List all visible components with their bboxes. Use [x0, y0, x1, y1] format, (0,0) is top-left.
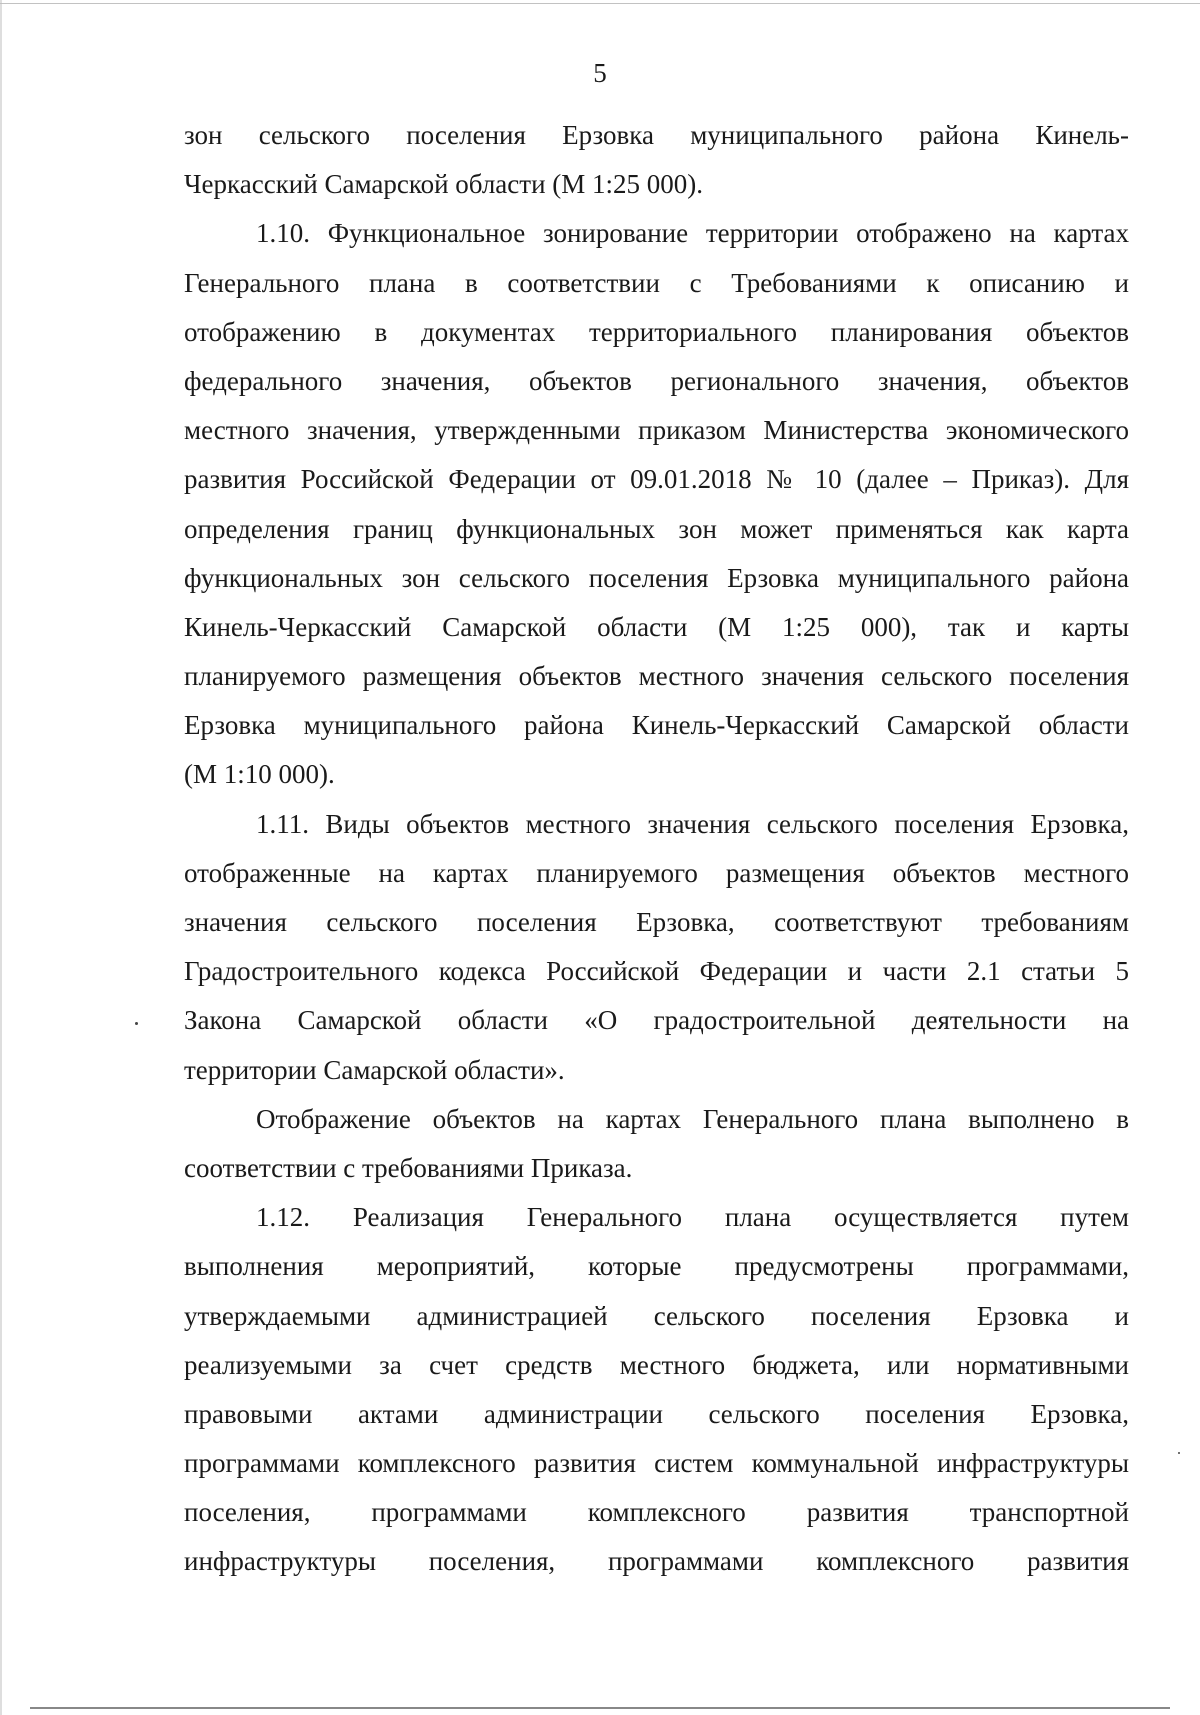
text-line: зон сельского поселения Ерзовка муниципального района Кинель-	[184, 120, 1129, 150]
text-line: выполнения мероприятий, которые предусмотрены программами,	[184, 1251, 1129, 1282]
text-line: значения сельского поселения Ерзовка, соответствуют требованиям	[184, 907, 1129, 937]
text-line: определения границ функциональных зон может применяться как карта	[184, 513, 1129, 544]
scan-edge-top	[0, 3, 1200, 4]
text-line: соответствии с требованиями Приказа.	[184, 1152, 633, 1183]
text-line: утверждаемыми администрацией сельского поселения Ерзовка и	[184, 1300, 1129, 1331]
text-line: функциональных зон сельского поселения Ерзовка муниципального района	[184, 562, 1129, 593]
body-text	[184, 111, 1129, 1587]
text-line: программами комплексного развития систем коммунальной инфраструктуры	[184, 1448, 1129, 1479]
scan-edge-left	[0, 0, 2, 1715]
text-line: правовыми актами администрации сельского поселения Ерзовка,	[184, 1398, 1129, 1429]
page-number: 5	[593, 58, 607, 88]
text-line: федерального значения, объектов регионального значения, объектов	[184, 365, 1129, 396]
text-line: (М 1:10 000).	[184, 759, 335, 790]
text-line: планируемого размещения объектов местного значения сельского поселения	[184, 661, 1129, 692]
text-line: Отображение объектов на картах Генерального плана выполнено в	[256, 1103, 1129, 1134]
text-line: 1.12. Реализация Генерального плана осуществляется путем	[256, 1202, 1129, 1233]
text-line: 1.10. Функциональное зонирование территории отображено на картах	[256, 218, 1129, 249]
text-line: развития Российской Федерации от 09.01.2018 № 10 (далее – Приказ). Для	[184, 464, 1129, 495]
text-line: отображению в документах территориального планирования объектов	[184, 316, 1129, 347]
text-line: территории Самарской области».	[184, 1054, 565, 1085]
text-line: отображенные на картах планируемого размещения объектов местного	[184, 857, 1129, 888]
text-line: инфраструктуры поселения, программами комплексного развития	[184, 1546, 1129, 1577]
text-line: Кинель-Черкасский Самарской области (М 1:25 000), так и карты	[184, 611, 1129, 642]
text-line: местного значения, утвержденными приказом Министерства экономического	[184, 415, 1129, 446]
text-line: поселения, программами комплексного развития транспортной	[184, 1497, 1129, 1528]
scan-edge-bottom	[30, 1707, 1170, 1709]
scan-speck	[135, 1022, 138, 1025]
text-line: реализуемыми за счет средств местного бюджета, или нормативными	[184, 1349, 1129, 1380]
text-line: 1.11. Виды объектов местного значения сельского поселения Ерзовка,	[256, 808, 1129, 839]
scan-speck	[1178, 1452, 1180, 1454]
text-line: Черкасский Самарской области (М 1:25 000).	[184, 169, 704, 200]
text-line: Генерального плана в соответствии с Требованиями к описанию и	[184, 267, 1129, 298]
text-line: Закона Самарской области «О градостроительной деятельности на	[184, 1005, 1129, 1036]
text-line: Градостроительного кодекса Российской Федерации и части 2.1 статьи 5	[184, 956, 1129, 987]
text-line: Ерзовка муниципального района Кинель-Черкасский Самарской области	[184, 710, 1129, 741]
